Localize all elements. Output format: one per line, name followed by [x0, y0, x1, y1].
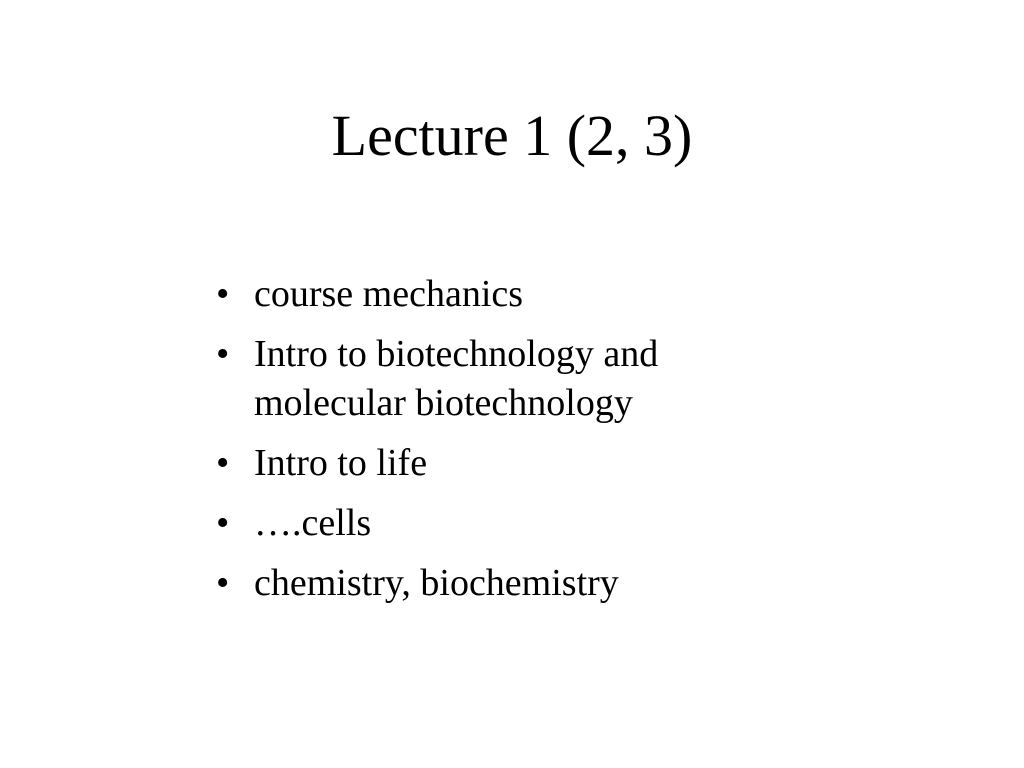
bullet-marker: • [216, 273, 230, 315]
bullet-marker: • [216, 562, 230, 604]
bullet-marker: • [216, 442, 230, 484]
bullet-text: Intro to life [254, 442, 428, 484]
bullet-list [216, 270, 776, 619]
bullet-text: chemistry, biochemistry [254, 562, 619, 604]
slide-title: Lecture 1 (2, 3) [331, 103, 693, 168]
list-item [216, 559, 776, 608]
list-item [216, 439, 776, 488]
bullet-text: Intro to biotechnology and molecular biotechnology [254, 333, 659, 424]
list-item [216, 330, 776, 428]
list-item [216, 270, 776, 319]
list-item [216, 499, 776, 548]
bullet-marker: • [216, 333, 230, 375]
bullet-text: course mechanics [254, 273, 524, 315]
bullet-marker: • [216, 502, 230, 544]
bullet-text: ….cells [254, 502, 372, 544]
